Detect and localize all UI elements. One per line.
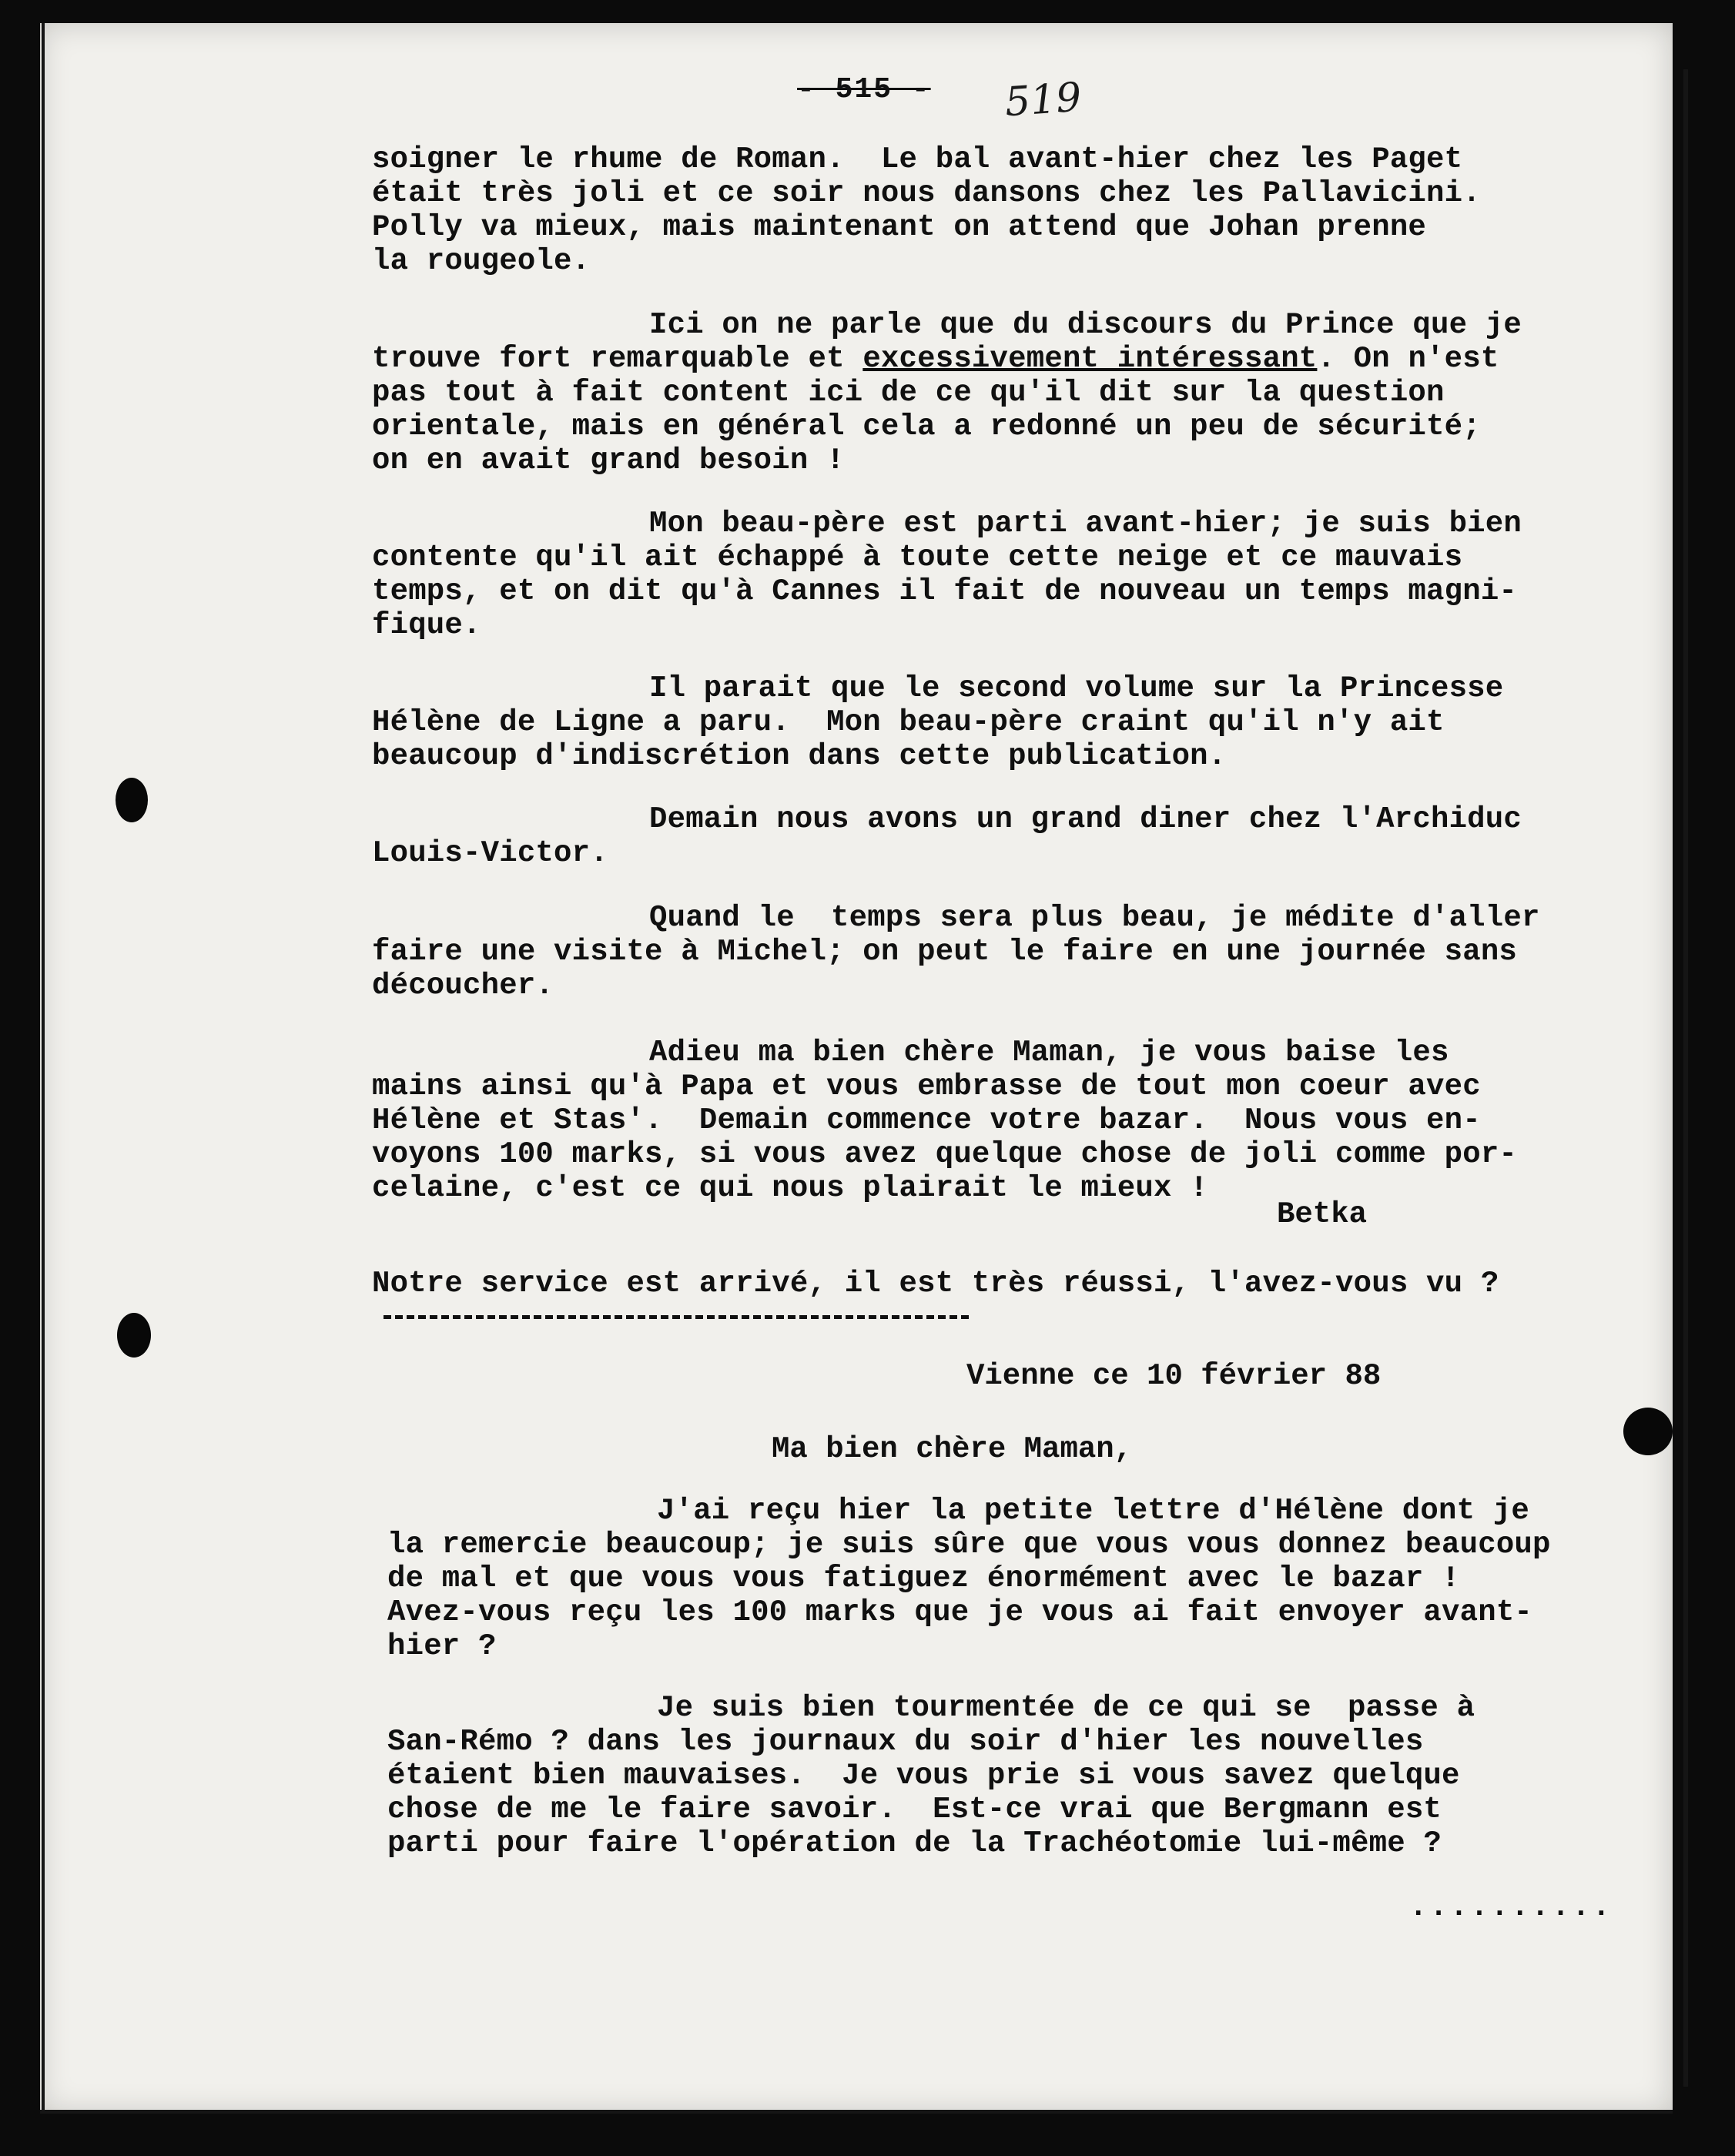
text-line: Avez-vous reçu les 100 marks que je vous ai fait envoyer avant- (387, 1595, 1533, 1629)
text-line: Il parait que le second volume sur la Princesse (649, 671, 1504, 705)
text-line: Je suis bien tourmentée de ce qui se passe à (657, 1691, 1475, 1725)
page-edge-right (1683, 69, 1688, 2087)
text-line: Quand le temps sera plus beau, je médite d'aller (649, 901, 1540, 935)
text-line: on en avait grand besoin ! (372, 444, 845, 477)
text-line: temps, et on dit qu'à Cannes il fait de nouveau un temps magni- (372, 574, 1518, 608)
paragraph (372, 671, 1619, 773)
text-line: Polly va mieux, mais maintenant on attend que Johan prenne (372, 210, 1427, 244)
text-line: de mal et que vous vous fatiguez énormément avec le bazar ! (387, 1562, 1460, 1595)
text-line: Ici on ne parle que du discours du Prince que je (649, 308, 1522, 342)
text-line: San-Rémo ? dans les journaux du soir d'hier les nouvelles (387, 1725, 1424, 1759)
closing-ellipsis: .......... (1409, 1890, 1613, 1924)
page-number-typed: - 515 - (797, 73, 931, 106)
text-line: Mon beau-père est parti avant-hier; je suis bien (649, 507, 1522, 541)
text-line: hier ? (387, 1629, 497, 1663)
text-line: contente qu'il ait échappé à toute cette neige et ce mauvais (372, 541, 1463, 574)
text-line: découcher. (372, 969, 554, 1003)
ink-blot-right (1623, 1408, 1673, 1455)
page-edge-bottom (40, 2110, 1673, 2114)
text-line: étaient bien mauvaises. Je vous prie si vous savez quelque (387, 1759, 1460, 1793)
text-line: voyons 100 marks, si vous avez quelque chose de joli comme por- (372, 1137, 1518, 1171)
text-line: orientale, mais en général cela a redonné un peu de sécurité; (372, 410, 1481, 444)
text-line: Hélène de Ligne a paru. Mon beau-père craint qu'il n'y ait (372, 705, 1445, 739)
text-line: chose de me le faire savoir. Est-ce vrai que Bergmann est (387, 1793, 1442, 1826)
text-line: beaucoup d'indiscrétion dans cette publication. (372, 739, 1227, 773)
text-line: la rougeole. (372, 244, 591, 278)
text-line: fique. (372, 608, 481, 642)
text-line: pas tout à fait content ici de ce qu'il dit sur la question (372, 376, 1445, 410)
text-line: était très joli et ce soir nous dansons chez les Pallavicini. (372, 176, 1481, 210)
text-line: Hélène et Stas'. Demain commence votre bazar. Nous vous en- (372, 1103, 1481, 1137)
text-line: faire une visite à Michel; on peut le faire en une journée sans (372, 935, 1518, 969)
paragraph (372, 901, 1619, 1003)
page-number-handwritten: 519 (1003, 74, 1084, 126)
postscript: Notre service est arrivé, il est très réussi, l'avez-vous vu ? (372, 1267, 1499, 1301)
page-edge-left (42, 23, 45, 2114)
text-line: la remercie beaucoup; je suis sûre que vous vous donnez beaucoup (387, 1528, 1551, 1562)
dateline: Vienne ce 10 février 88 (966, 1359, 1382, 1393)
text-line: Demain nous avons un grand diner chez l'Archiduc (649, 802, 1522, 836)
paragraph (372, 802, 1619, 870)
text-line: celaine, c'est ce qui nous plairait le mieux ! (372, 1171, 1208, 1205)
text-line: parti pour faire l'opération de la Trachéotomie lui-même ? (387, 1826, 1442, 1860)
salutation: Ma bien chère Maman, (772, 1432, 1133, 1466)
punch-hole-bottom (117, 1313, 151, 1358)
separator-line (384, 1315, 969, 1319)
text-line (372, 342, 1619, 376)
paragraph (372, 507, 1619, 642)
text-line: Adieu ma bien chère Maman, je vous baise les (649, 1036, 1449, 1070)
signature: Betka (1277, 1197, 1368, 1231)
text-line: J'ai reçu hier la petite lettre d'Hélène dont je (657, 1494, 1529, 1528)
paragraph (387, 1691, 1635, 1860)
punch-hole-top (116, 778, 148, 822)
paragraph (387, 1494, 1635, 1663)
text-line: Louis-Victor. (372, 836, 608, 870)
text-run: trouve fort remarquable et (372, 342, 863, 376)
paragraph (372, 142, 1619, 278)
text-run: . On n'est (1317, 342, 1499, 376)
text-line: soigner le rhume de Roman. Le bal avant-hier chez les Paget (372, 142, 1463, 176)
paragraph (372, 1036, 1619, 1205)
paragraph (372, 308, 1619, 477)
underlined-text: excessivement intéressant (862, 342, 1318, 376)
text-line: mains ainsi qu'à Papa et vous embrasse de tout mon coeur avec (372, 1070, 1481, 1103)
